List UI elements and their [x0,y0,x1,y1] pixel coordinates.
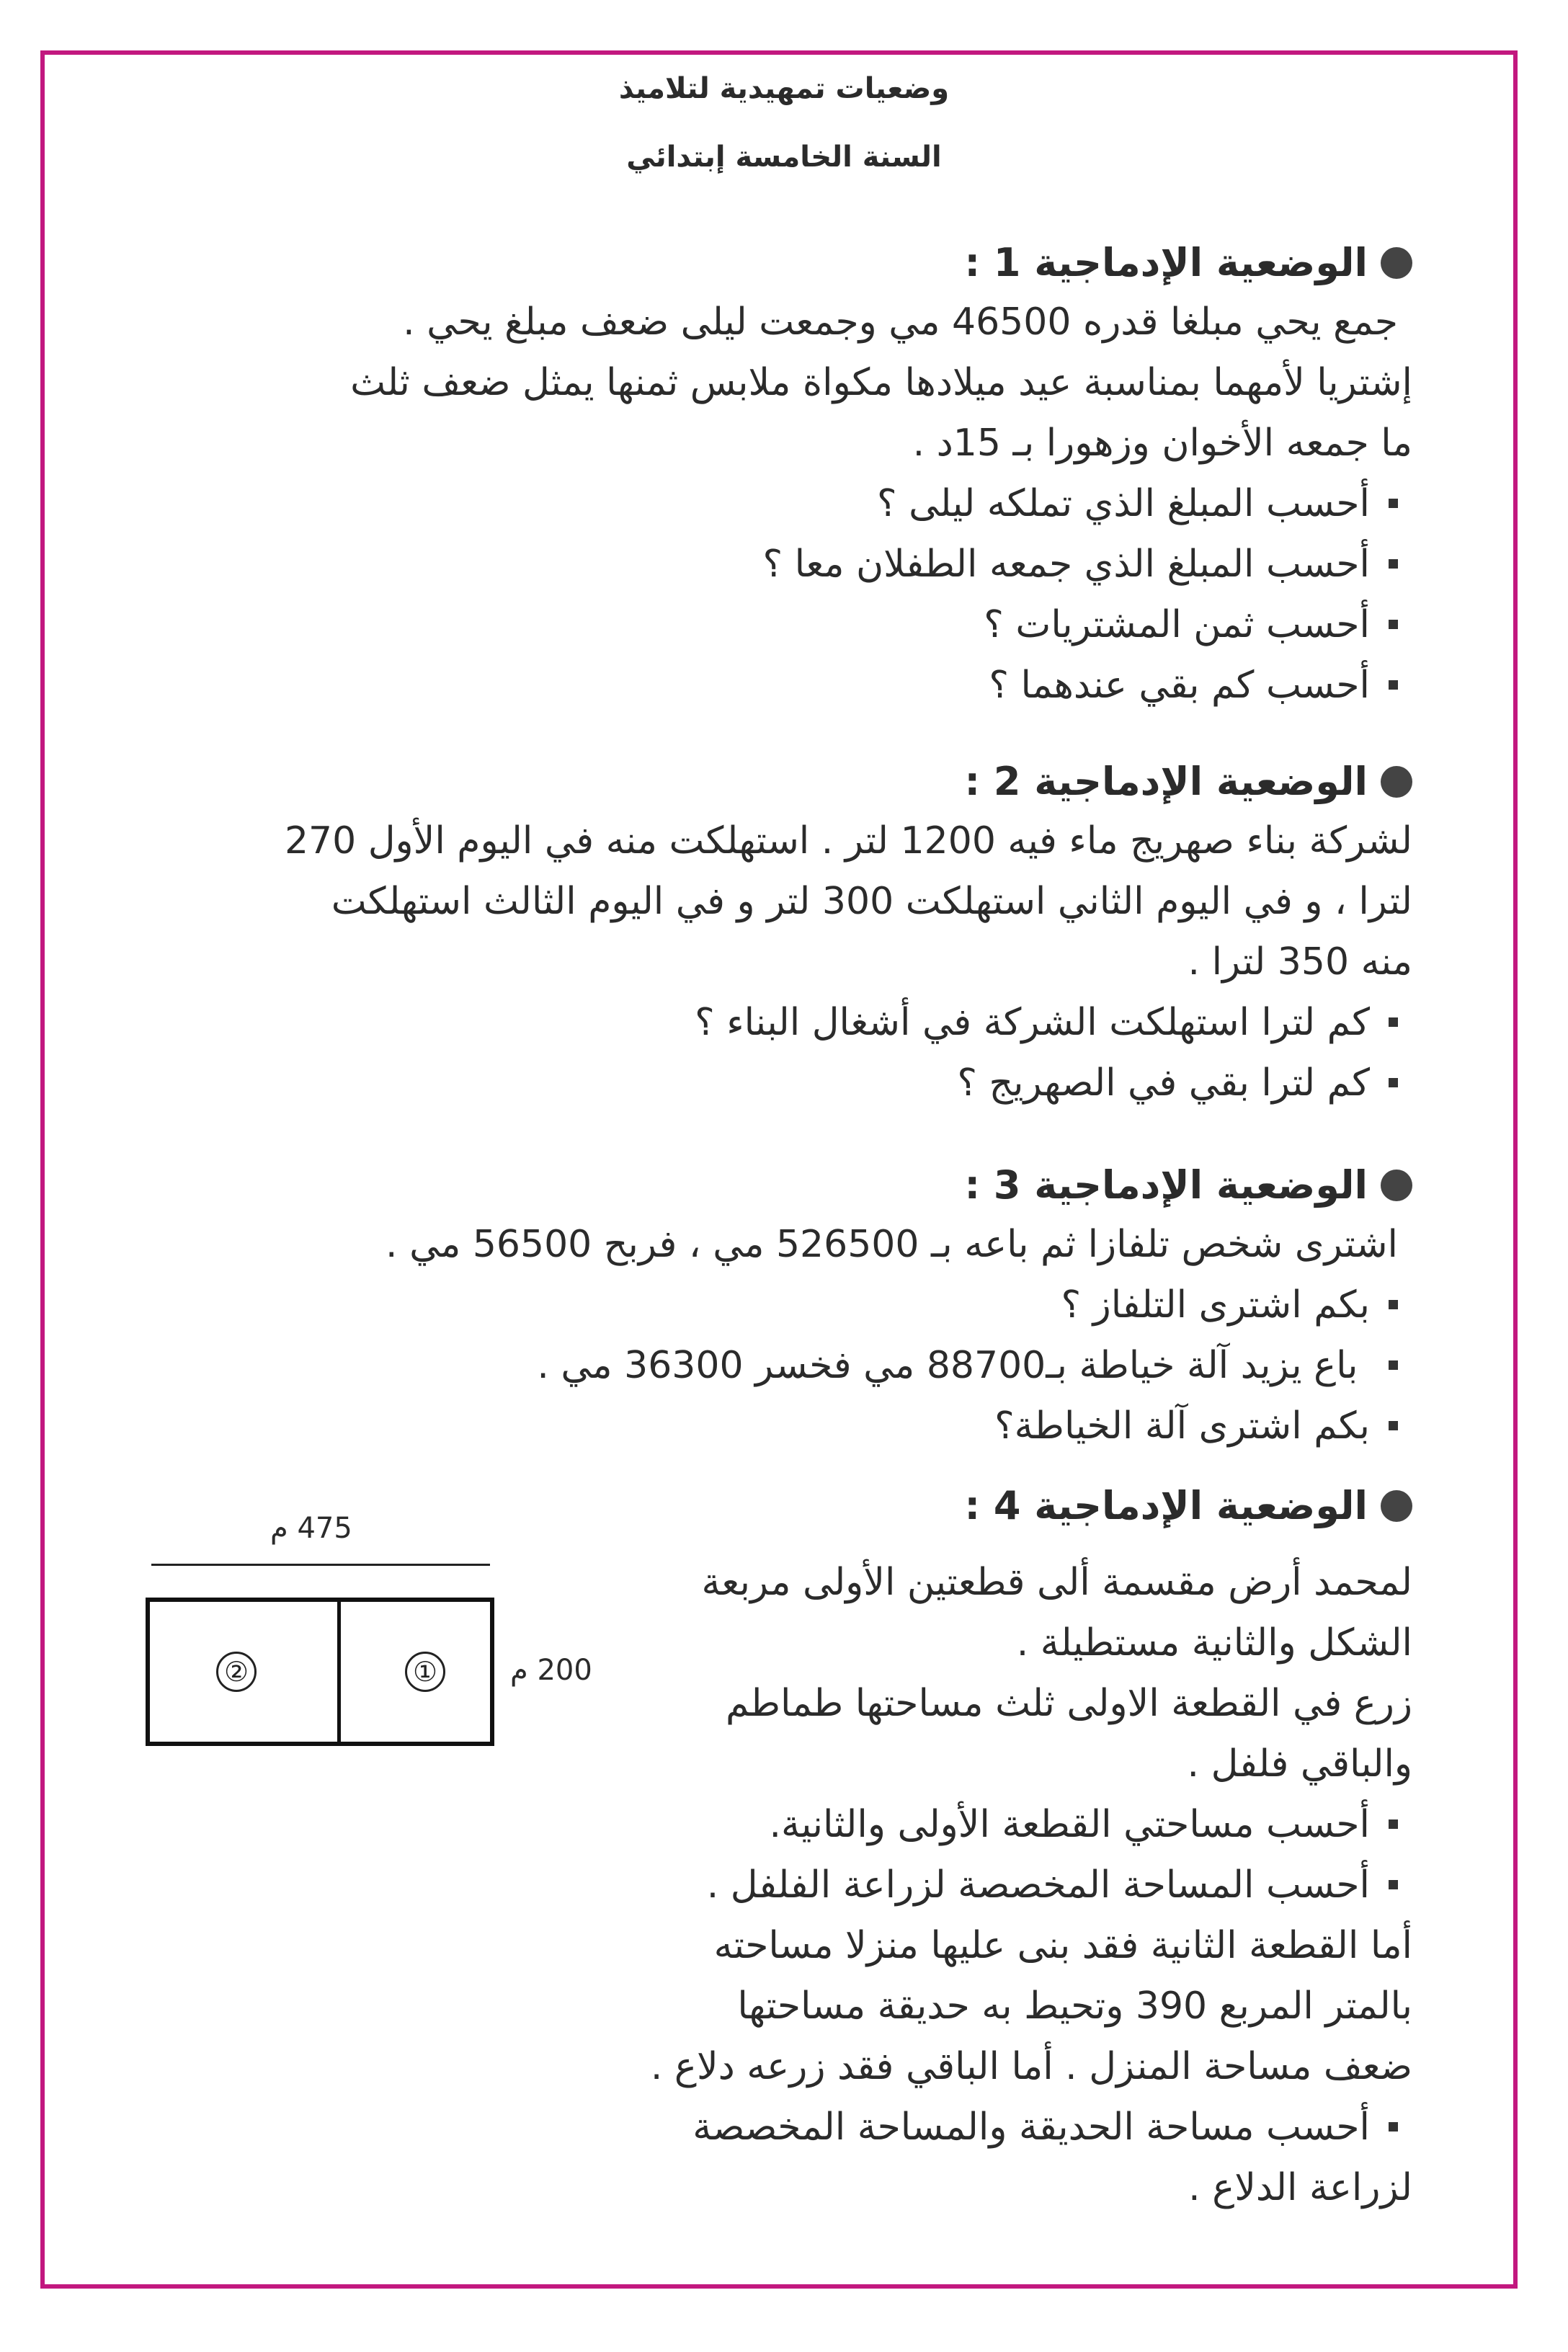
situation-4-questions-2 [651,2097,1412,2157]
situation-4-text-line: والباقي فلفل . [1187,1742,1412,1786]
situation-1-text-line: ما جمعه الأخوان وزهورا بـ 15د . [912,422,1412,465]
situation-4-text-line: ضعف مساحة المنزل . أما الباقي فقد زرعه دلاع . [650,2045,1412,2088]
square-bullet-icon [1389,1880,1398,1889]
situation-4-text-line: زرع في القطعة الاولى ثلث مساحتها طماطم [725,1682,1412,1725]
heading-dot-icon [1381,1170,1412,1201]
situation-1-heading: الوضعية الإدماجية 1 : [350,234,1412,292]
heading-dot-icon [1381,247,1412,279]
question-item: أحسب المبلغ الذي تملكه ليلى ؟ [350,473,1412,534]
question-item: أحسب كم بقي عندهما ؟ [350,655,1412,716]
square-bullet-icon [1389,1819,1398,1829]
length-label: 475 م [270,1512,352,1545]
question-item: أحسب ثمن المشتريات ؟ [350,594,1412,655]
square-bullet-icon [1389,2122,1398,2132]
situation-3 [386,1157,1412,1456]
square-bullet-icon [1389,1300,1398,1309]
square-bullet-icon [1389,1360,1398,1370]
situation-4-text-line: لزراعة الدلاع . [1188,2166,1412,2209]
situation-2-heading: الوضعية الإدماجية 2 : [285,753,1412,811]
question-item: أحسب المبلغ الذي جمعه الطفلان معا ؟ [350,534,1412,594]
situation-4 [651,1477,1412,2218]
page-title: وضعيات تمهيدية لتلاميذ [618,72,950,105]
width-label: 200 م [510,1654,592,1687]
situation-4-questions [651,1794,1412,1915]
square-bullet-icon [1389,559,1398,569]
situation-2-text-line: لشركة بناء صهريج ماء فيه 1200 لتر . استهلكت منه في اليوم الأول 270 [284,819,1412,863]
square-bullet-icon [1389,499,1398,508]
question-item: أحسب المساحة المخصصة لزراعة الفلفل . [651,1855,1412,1915]
square-bullet-icon [1389,680,1398,690]
situation-1-questions [350,473,1412,716]
plot-two-number: ② [216,1652,257,1692]
heading-dot-icon [1381,766,1412,798]
question-item: باع يزيد آلة خياطة بـ88700 مي فخسر 36300 مي . [386,1335,1412,1396]
question-item: بكم اشترى آلة الخياطة؟ [386,1396,1412,1456]
question-item: بكم اشترى التلفاز ؟ [386,1275,1412,1335]
situation-2-questions [285,992,1412,1113]
situation-4-heading: الوضعية الإدماجية 4 : [651,1477,1412,1535]
square-bullet-icon [1389,1421,1398,1430]
heading-dot-icon [1381,1490,1412,1522]
square-bullet-icon [1389,620,1398,629]
situation-3-questions [386,1275,1412,1456]
situation-2 [285,753,1412,1113]
situation-4-text-line: بالمتر المربع 390 وتحيط به حديقة مساحتها [737,1984,1412,2028]
length-dimension-line [151,1564,490,1566]
square-bullet-icon [1389,1017,1398,1027]
question-item: أحسب مساحتي القطعة الأولى والثانية. [651,1794,1412,1855]
page-subtitle: السنة الخامسة إبتدائي [626,141,942,174]
plot-one-number: ① [405,1652,445,1692]
situation-1-text-line: إشتريا لأمهما بمناسبة عيد ميلادها مكواة ملابس ثمنها يمثل ضعف ثلث [350,361,1412,404]
question-item: كم لترا بقي في الصهريج ؟ [285,1053,1412,1113]
situation-4-text-line: أما القطعة الثانية فقد بنى عليها منزلا مساحته [713,1924,1412,1967]
situation-2-text-line: منه 350 لترا . [1188,940,1412,984]
land-diagram [137,1499,627,1787]
plot-divider [337,1598,341,1746]
situation-1 [350,234,1412,716]
situation-3-text-line: اشترى شخص تلفازا ثم باعه بـ 526500 مي ، فربح 56500 مي . [386,1223,1398,1266]
question-item: أحسب مساحة الحديقة والمساحة المخصصة [651,2097,1412,2157]
situation-3-heading: الوضعية الإدماجية 3 : [386,1157,1412,1214]
square-bullet-icon [1389,1078,1398,1087]
situation-2-text-line: لترا ، و في اليوم الثاني استهلكت 300 لتر و في اليوم الثالث استهلكت [331,880,1412,923]
situation-4-text-line: الشكل والثانية مستطيلة . [1016,1621,1412,1665]
situation-4-text-line: لمحمد أرض مقسمة ألى قطعتين الأولى مربعة [701,1561,1412,1604]
question-item: كم لترا استهلكت الشركة في أشغال البناء ؟ [285,992,1412,1053]
situation-1-text-line: جمع يحي مبلغا قدره 46500 مي وجمعت ليلى ضعف مبلغ يحي . [403,300,1398,344]
